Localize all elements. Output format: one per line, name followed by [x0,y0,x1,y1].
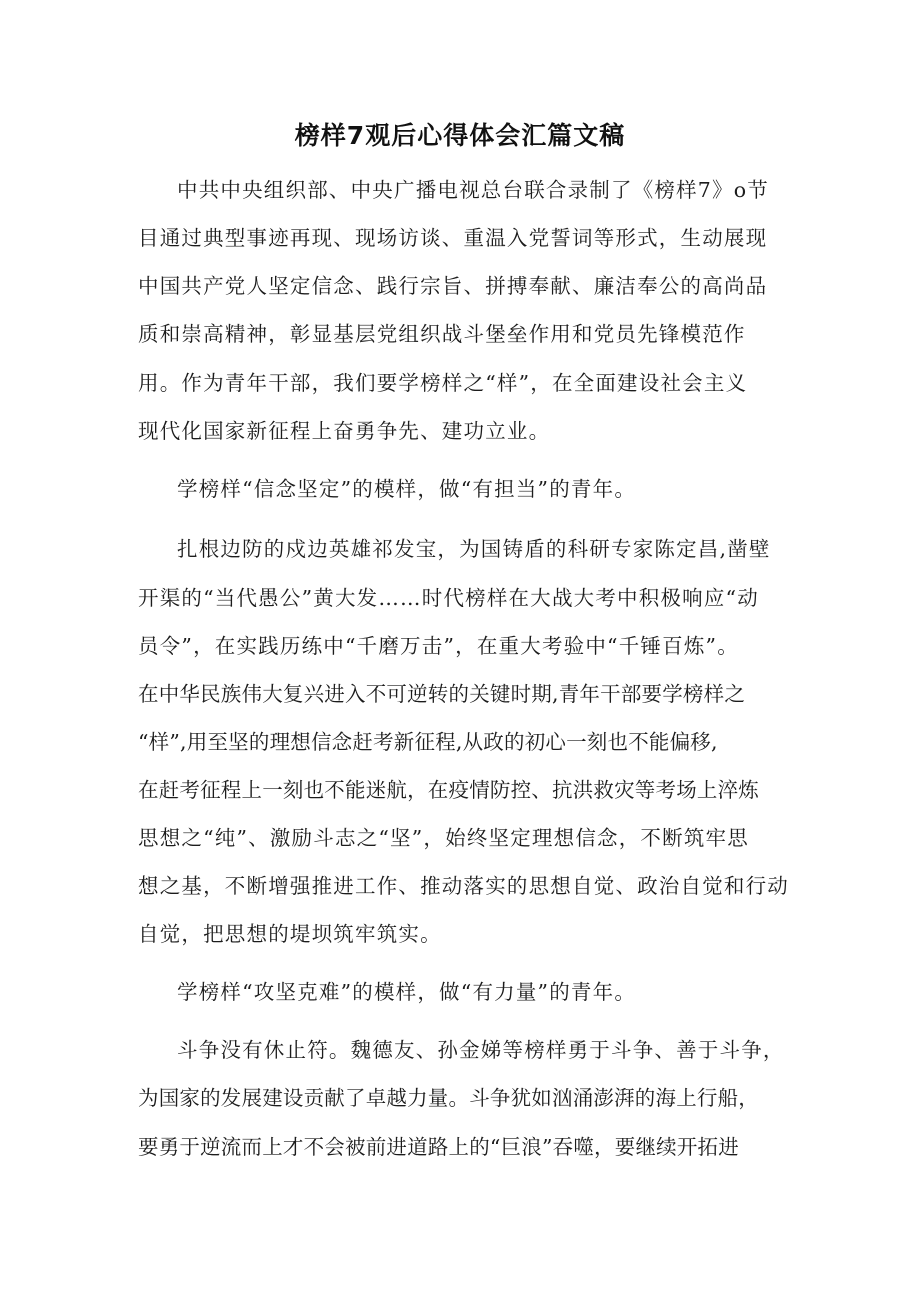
paragraph-2-line-6: 在赶考征程上一刻也不能迷航，在疫情防控、抗洪救灾等考场上淬炼 [138,778,759,802]
paragraph-1-line-6: 现代化国家新征程上奋勇争先、建功立业。 [138,419,551,443]
paragraph-2-line-2: 开渠的“当代愚公”黄大发……时代榜样在大战大考中积极响应“动 [138,586,759,610]
paragraph-2-line-8: 想之基，不断增强推进工作、推动落实的思想自觉、政治自觉和行动 [138,874,789,898]
paragraph-3-line-3: 要勇于逆流而上才不会被前进道路上的“巨浪”吞噬，要继续开拓进 [138,1135,739,1159]
document-title: 榜样7观后心得体会汇篇文稿 [294,121,626,150]
paragraph-3-line-2: 为国家的发展建设贡献了卓越力量。斗争犹如汹涌澎湃的海上行船， [138,1086,759,1110]
paragraph-2-line-9: 自觉，把思想的堤坝筑牢筑实。 [138,922,442,946]
paragraph-1-line-3: 中国共产党人坚定信念、践行宗旨、拼搏奉献、廉洁奉公的高尚品 [138,274,768,298]
paragraph-2-line-7: 思想之“纯”、激励斗志之“坚”，始终坚定理想信念，不断筑牢思 [138,826,749,850]
section-heading-1: 学榜样“信念坚定”的模样，做“有担当”的青年。 [177,477,637,501]
paragraph-1-line-1: 中共中央组织部、中央广播电视总台联合录制了《榜样7》o节 [177,178,769,202]
paragraph-1-line-2: 目通过典型事迹再现、现场访谈、重温入党誓词等形式，生动展现 [138,226,768,250]
paragraph-1-line-5: 用。作为青年干部，我们要学榜样之“样”，在全面建设社会主义 [138,371,748,395]
paragraph-2-line-5: “样”,用至坚的理想信念赶考新征程,从政的初心一刻也不能偏移, [138,730,718,754]
paragraph-2-line-3: 员令”，在实践历练中“千磨万击”，在重大考验中“千锤百炼”。 [138,634,739,658]
paragraph-2-line-4: 在中华民族伟大复兴进入不可逆转的关键时期,青年干部要学榜样之 [138,682,746,706]
paragraph-1-line-4: 质和崇高精神，彰显基层党组织战斗堡垒作用和党员先锋模范作 [138,322,746,346]
paragraph-2-line-1: 扎根边防的戍边英雄祁发宝，为国铸盾的科研专家陈定昌,凿壁 [177,537,771,561]
section-heading-2: 学榜样“攻坚克难”的模样，做“有力量”的青年。 [177,980,637,1004]
paragraph-3-line-1: 斗争没有休止符。魏德友、孙金娣等榜样勇于斗争、善于斗争， [177,1038,785,1062]
